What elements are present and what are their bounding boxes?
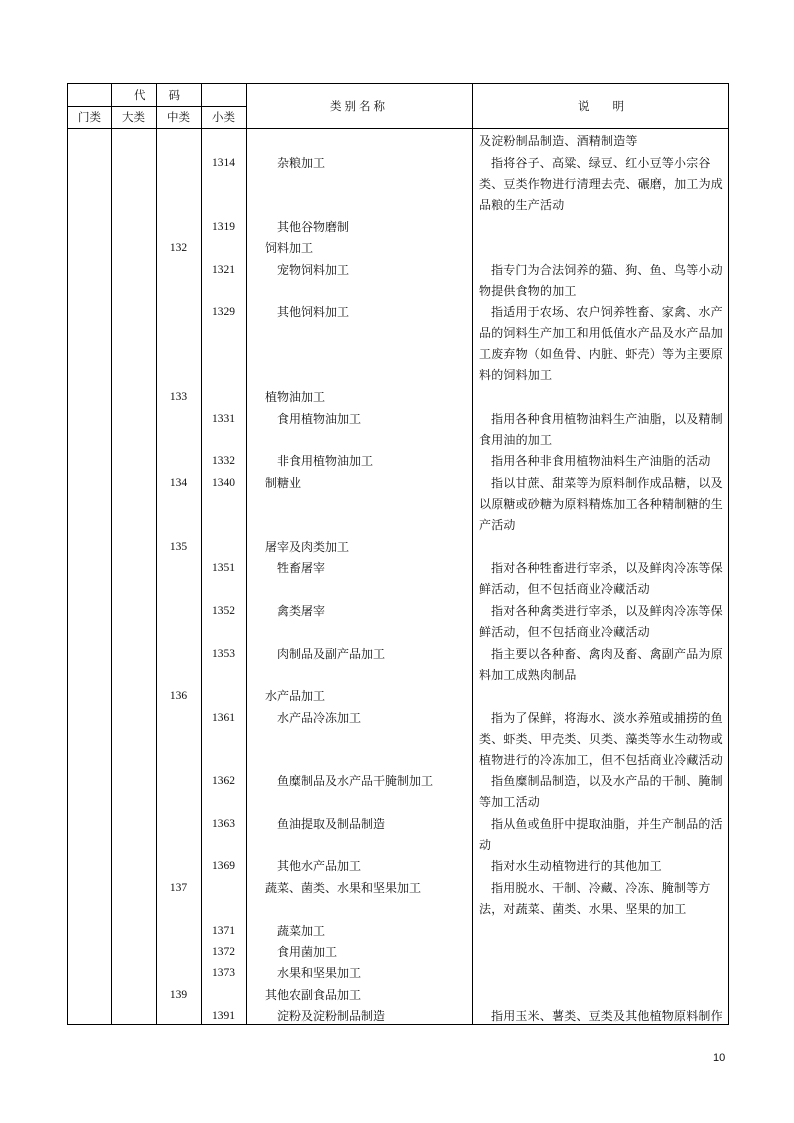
row-desc: 指适用于农场、农户饲养牲畜、家禽、水产品的饲料生产加工和用低值水产品及水产品加工废弃物（如鱼骨、内脏、虾壳）等为主要原料的饲料加工: [479, 305, 724, 382]
row-name: 杂粮加工: [277, 156, 326, 170]
row-code-xiao: 1314: [212, 157, 235, 169]
row-desc: 指为了保鲜，将海水、淡水养殖或捕捞的鱼类、虾类、甲壳类、贝类、藻类等水生动物或植物进行的冷冻加工，但不包括商业冷藏活动: [479, 711, 724, 767]
row-name: 宠物饲料加工: [277, 263, 350, 277]
row-code-xiao: 1371: [212, 925, 235, 937]
row-name: 其他饲料加工: [277, 305, 350, 319]
col-header-name: 类别名称: [330, 99, 388, 113]
code-group-header: 代 码: [134, 88, 180, 102]
col-divider: [111, 84, 112, 1024]
row-code-xiao: 1331: [212, 413, 235, 425]
row-code-zhong: 134: [169, 477, 188, 489]
row-code-xiao: 1369: [212, 860, 235, 872]
row-name: 食用植物油加工: [277, 412, 362, 426]
row-code-zhong: 137: [169, 882, 188, 894]
row-code-xiao: 1352: [212, 605, 235, 617]
row-name: 鱼油提取及制品制造: [277, 817, 386, 831]
row-desc: 指将谷子、高粱、绿豆、红小豆等小宗谷类、豆类作物进行清理去壳、碾磨，加工为成品粮的生产活动: [479, 156, 724, 212]
row-name: 植物油加工: [265, 390, 326, 404]
row-name: 鱼糜制品及水产品干腌制加工: [277, 774, 434, 788]
col-header-zhong: 中类: [167, 110, 190, 124]
row-name: 淀粉及淀粉制品制造: [277, 1009, 386, 1023]
page-number: 10: [713, 1052, 726, 1064]
row-code-xiao: 1373: [212, 967, 235, 979]
row-name: 制糖业: [265, 476, 302, 490]
row-code-zhong: 139: [169, 989, 188, 1001]
row-name: 水产品冷冻加工: [277, 711, 362, 725]
col-header-men: 门类: [78, 110, 101, 124]
row-code-xiao: 1332: [212, 455, 235, 467]
row-desc: 及淀粉制品制造、酒精制造等: [479, 134, 638, 148]
row-desc: 指专门为合法饲养的猫、狗、鱼、鸟等小动物提供食物的加工: [479, 263, 723, 298]
col-divider: [246, 84, 247, 1024]
row-desc: 指以甘蔗、甜菜等为原料制作成品糖，以及以原糖或砂糖为原料精炼加工各种精制糖的生产活动: [479, 476, 724, 532]
row-desc: 指主要以各种畜、禽肉及畜、禽副产品为原料加工成熟肉制品: [479, 647, 723, 682]
row-code-xiao: 1319: [212, 221, 235, 233]
row-name: 其他农副食品加工: [265, 988, 362, 1002]
col-header-da: 大类: [122, 110, 145, 124]
row-code-xiao: 1361: [212, 712, 235, 724]
row-code-xiao: 1372: [212, 946, 235, 958]
row-desc: 指用脱水、干制、冷藏、冷冻、腌制等方法，对蔬菜、菌类、水果、坚果的加工: [479, 881, 711, 916]
row-desc: 指用各种食用植物油料生产油脂，以及精制食用油的加工: [479, 412, 723, 447]
row-name: 其他水产品加工: [277, 859, 362, 873]
header-bottom-rule: [68, 128, 728, 129]
row-desc: 指对各种禽类进行宰杀，以及鲜肉冷冻等保鲜活动，但不包括商业冷藏活动: [479, 604, 723, 639]
row-code-xiao: 1363: [212, 818, 235, 830]
row-code-xiao: 1362: [212, 775, 235, 787]
row-code-zhong: 132: [169, 242, 188, 254]
row-code-zhong: 136: [169, 690, 188, 702]
col-divider: [472, 84, 473, 1024]
row-desc: 指对水生动植物进行的其他加工: [491, 859, 662, 873]
row-name: 食用菌加工: [277, 945, 338, 959]
row-desc: 指鱼糜制品制造，以及水产品的干制、腌制等加工活动: [479, 774, 723, 809]
row-code-xiao: 1351: [212, 562, 235, 574]
col-header-xiao: 小类: [212, 110, 235, 124]
row-name: 蔬菜加工: [277, 924, 326, 938]
row-code-xiao: 1321: [212, 264, 235, 276]
row-desc: 指用玉米、薯类、豆类及其他植物原料制作: [491, 1009, 723, 1023]
row-code-xiao: 1353: [212, 648, 235, 660]
row-name: 蔬菜、菌类、水果和坚果加工: [265, 881, 422, 895]
classification-table: [67, 83, 729, 1025]
row-desc: 指从鱼或鱼肝中提取油脂，并生产制品的活动: [479, 817, 723, 852]
row-desc: 指用各种非食用植物油料生产油脂的活动: [491, 454, 711, 468]
col-header-desc: 说 明: [578, 99, 624, 113]
row-name: 水产品加工: [265, 689, 326, 703]
row-name: 其他谷物磨制: [277, 220, 350, 234]
row-code-xiao: 1391: [212, 1010, 235, 1022]
row-desc: 指对各种牲畜进行宰杀，以及鲜肉冷冻等保鲜活动，但不包括商业冷藏活动: [479, 561, 723, 596]
row-code-zhong: 135: [169, 541, 188, 553]
row-name: 水果和坚果加工: [277, 966, 362, 980]
row-name: 牲畜屠宰: [277, 561, 326, 575]
row-name: 禽类屠宰: [277, 604, 326, 618]
row-code-zhong: 133: [169, 391, 188, 403]
row-name: 非食用植物油加工: [277, 454, 374, 468]
row-code-xiao: 1340: [212, 477, 235, 489]
row-name: 屠宰及肉类加工: [265, 540, 350, 554]
row-name: 肉制品及副产品加工: [277, 647, 386, 661]
row-code-xiao: 1329: [212, 306, 235, 318]
row-name: 饲料加工: [265, 241, 314, 255]
